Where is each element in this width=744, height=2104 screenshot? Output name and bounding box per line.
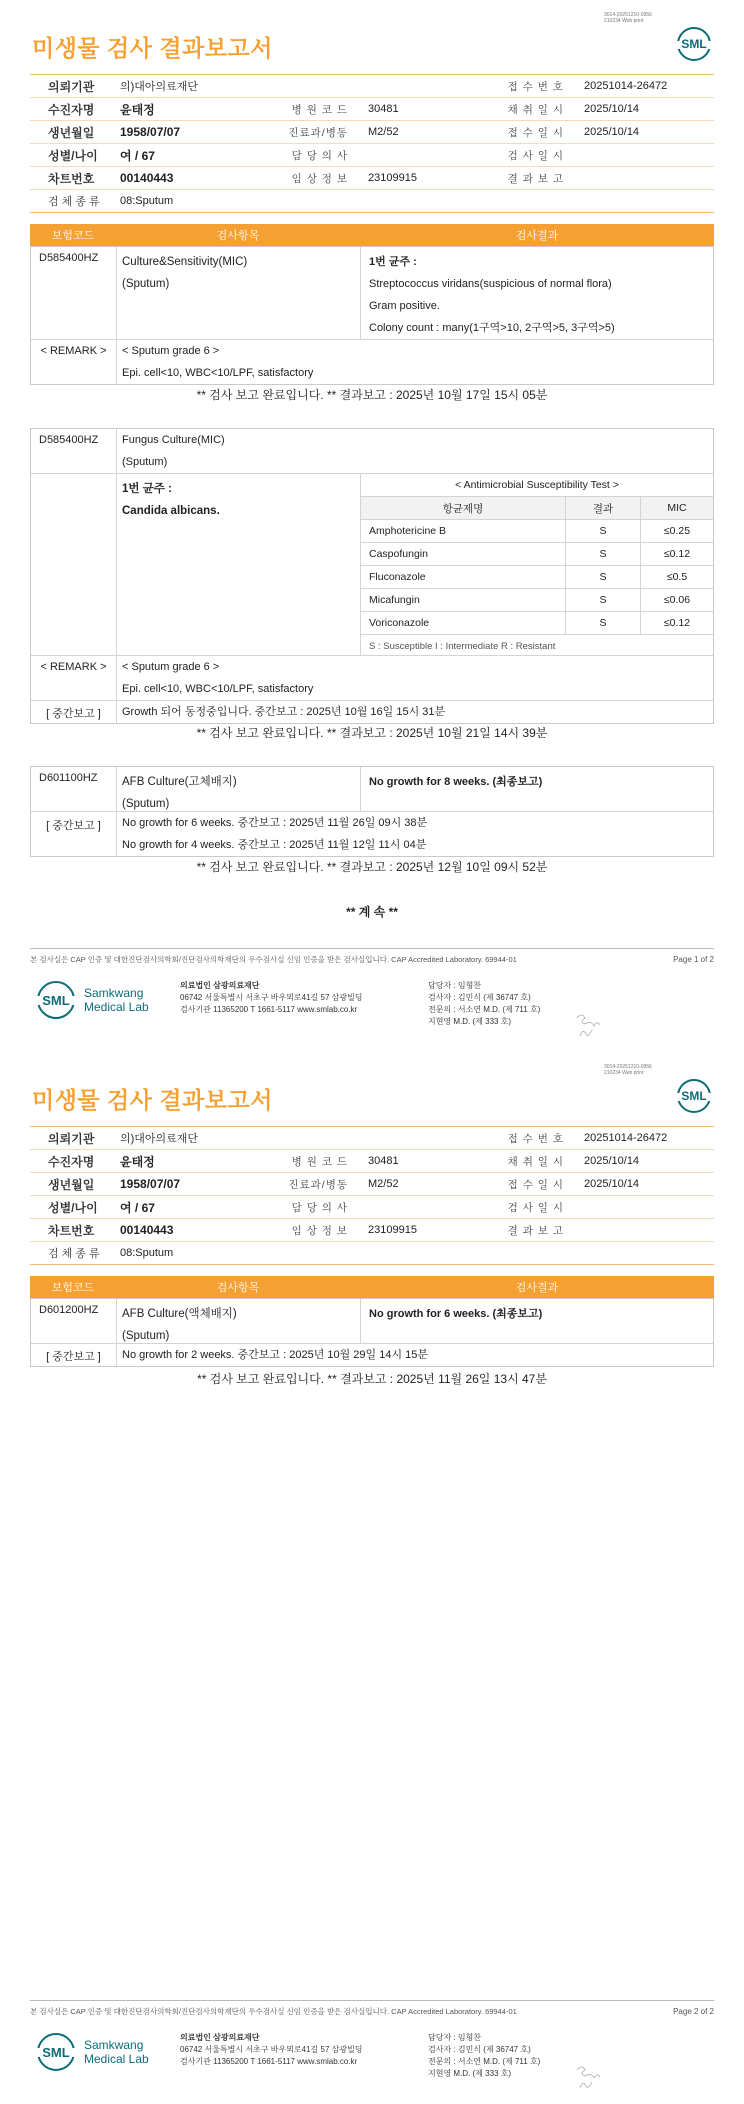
physician-signature [574,2062,604,2094]
strain-label: 1번 균주 : [122,483,172,495]
lab-staff: 담당자 : 임형찬 검사자 : 김민식 (제 36747 호) 전문의 : 서소연 M.D. (제 711 호) 지현영 M.D. (제 333 호) [428,981,541,1026]
label-receipt-no: 접 수 번 호 [507,80,564,93]
value-birth: 1958/07/07 [120,125,181,139]
label-receipt-date: 접 수 일 시 [507,126,564,139]
print-stamp: 3014-20251210-0956 210234 Web print [604,1064,652,1076]
table-row [31,767,713,812]
page-number: Page 2 of 2 [673,2007,714,2016]
cap-certification: 본 검사실은 CAP 인증 및 대한진단검사의학회/진단검사의학재단의 우수검사실 신임 인증을 받은 검사실입니다. CAP Accredited Laboratory. 69944-01 [30,955,517,964]
table-row [31,656,713,701]
label-specimen: 검 체 종 류 [48,196,100,208]
ast-header-drug: 항균제명 [361,497,566,520]
specimen: (Sputum) [122,456,168,468]
col-insurance-code: 보험코드 [51,230,95,242]
specimen: (Sputum) [122,278,170,290]
remark-cells: Epi. cell<10, WBC<10/LPF, satisfactory [122,683,314,695]
patient-info [30,74,714,213]
info-row [30,167,714,190]
value-chart-no: 00140443 [120,171,174,185]
info-row [30,144,714,167]
insurance-code: D601100HZ [31,767,117,811]
strain-label: 1번 균주 : [369,256,417,268]
info-row [30,98,714,121]
insurance-code: D585400HZ [31,247,117,339]
results-table-header [30,224,714,246]
lab-address: 의료법인 삼광의료재단 06742 서울특별시 서초구 바우뫼로41길 57 삼광빌딩 검사기관 11365200 T 1661-5117 www.smlab.co.kr [180,981,363,1014]
table-row [31,812,713,856]
label-department: 진료과/병동 [288,126,348,139]
table-row [31,247,713,340]
interim-report: No growth for 6 weeks. 중간보고 : 2025년 11월 26일 09시 38분 [122,817,428,829]
value-specimen: 08:Sputum [120,195,174,207]
table-row [31,1344,713,1366]
ast-row: Amphotericine B S ≤0.25 [361,520,713,543]
value-collect-date: 2025/10/14 [584,103,640,115]
remark-cells: Epi. cell<10, WBC<10/LPF, satisfactory [122,367,314,379]
report-complete: ** 검사 보고 완료입니다. ** 결과보고 : 2025년 12월 10일 09시 52분 [196,860,548,874]
ast-row: Fluconazole S ≤0.5 [361,566,713,589]
result-block-fungus [30,428,714,724]
physician-signature [574,1010,604,1042]
ast-row: Micafungin S ≤0.06 [361,589,713,612]
footer-divider [30,2000,714,2001]
value-patient-name: 윤태정 [120,102,155,117]
label-result-report: 결 과 보 고 [507,172,564,185]
col-test-item: 검사항목 [216,230,260,242]
report-title: 미생물 검사 결과보고서 [32,1087,273,1113]
ast-header-result: 결과 [566,497,641,520]
info-row: 차트번호 00140443 임 상 정 보 23109915 결 과 보 고 [30,1219,714,1242]
label-collect-date: 채 취 일 시 [507,103,564,116]
label-test-date: 검 사 일 시 [507,149,564,162]
specimen: (Sputum) [122,1330,170,1342]
svg-text:Samkwang: Samkwang [84,2038,144,2052]
table-row [31,340,713,384]
ast-header-mic: MIC [641,497,714,520]
info-row: 의뢰기관 의)대아의료재단 접 수 번 호 20251014-26472 [30,1127,714,1150]
continued-note: ** 계 속 ** [346,905,398,919]
final-result: No growth for 6 weeks. (최종보고) [369,1308,543,1320]
organism: Streptococcus viridans(suspicious of normal flora) [369,278,612,290]
lab-address: 의료법인 삼광의료재단 06742 서울특별시 서초구 바우뫼로41길 57 삼광빌딩 검사기관 11365200 T 1661-5117 www.smlab.co.kr [180,2033,363,2066]
colony-count: Colony count : many(1구역>10, 2구역>5, 3구역>5) [369,322,615,334]
value-department: M2/52 [368,126,399,138]
test-item: AFB Culture(액체배지) [122,1308,237,1320]
test-item: Fungus Culture(MIC) [122,434,225,446]
cap-certification: 본 검사실은 CAP 인증 및 대한진단검사의학회/진단검사의학재단의 우수검사실 신임 인증을 받은 검사실입니다. CAP Accredited Laboratory. 69944-01 [30,2007,517,2016]
remark-label: < REMARK > [31,656,117,700]
label-clinical-info: 임 상 정 보 [291,172,348,185]
table-row [31,429,713,474]
samkwang-logo [36,2032,160,2072]
page-number: Page 1 of 2 [673,955,714,964]
insurance-code: D585400HZ [31,429,117,473]
label-hospital-code: 병 원 코 드 [291,103,348,116]
interim-label: [ 중간보고 ] [31,1344,117,1366]
ast-row: Caspofungin S ≤0.12 [361,543,713,566]
value-sex-age: 여 / 67 [120,148,155,163]
interim-label: [ 중간보고 ] [31,812,117,856]
organism: Candida albicans. [122,505,220,517]
insurance-code: D601200HZ [31,1299,117,1343]
interim-report: No growth for 2 weeks. 중간보고 : 2025년 10월 29일 14시 15분 [122,1349,428,1361]
lab-staff: 담당자 : 임형찬 검사자 : 김민식 (제 36747 호) 전문의 : 서소연 M.D. (제 711 호) 지현영 M.D. (제 333 호) [428,2033,541,2078]
value-receipt-date: 2025/10/14 [584,126,640,138]
label-birth: 생년월일 [48,125,95,140]
value-clinical-info: 23109915 [368,172,417,184]
svg-text:Medical Lab: Medical Lab [84,1000,149,1014]
ast-table [361,474,713,657]
print-stamp: 3014-20251210-0956 210234 Web print [604,12,652,24]
result-block-afb-liquid [30,1298,714,1367]
value-receipt-no: 20251014-26472 [584,80,668,92]
info-row [30,121,714,144]
result-block-culture [30,246,714,385]
report-complete: ** 검사 보고 완료입니다. ** 결과보고 : 2025년 11월 26일 13시 47분 [197,1372,547,1386]
info-row: 수진자명 윤태정 병 원 코 드 30481 채 취 일 시 2025/10/14 [30,1150,714,1173]
lab-org-name: 의료법인 삼광의료재단 [180,2033,260,2042]
info-row [30,75,714,98]
lab-org-name: 의료법인 삼광의료재단 [180,981,260,990]
label-requester: 의뢰기관 [48,79,95,94]
report-page-2 [0,1052,744,2104]
svg-text:SML: SML [681,37,707,51]
interim-label: [ 중간보고 ] [31,701,117,723]
table-row [31,701,713,723]
label-doctor: 담 당 의 사 [291,149,348,162]
table-row [31,474,713,656]
ast-legend: S : Susceptible I : Intermediate R : Resistant [369,640,556,652]
label-sex-age: 성별/나이 [48,148,98,163]
sml-logo [676,1078,712,1114]
svg-text:SML: SML [42,993,70,1008]
value-requester: 의)대아의료재단 [120,81,199,93]
specimen: (Sputum) [122,798,170,810]
ast-row: Voriconazole S ≤0.12 [361,612,713,635]
report-complete: ** 검사 보고 완료입니다. ** 결과보고 : 2025년 10월 17일 15시 05분 [196,388,548,402]
ast-panel [361,474,713,655]
ast-title: < Antimicrobial Susceptibility Test > [361,474,713,497]
report-complete: ** 검사 보고 완료입니다. ** 결과보고 : 2025년 10월 21일 14시 39분 [196,726,548,740]
svg-text:SML: SML [681,1089,707,1103]
info-row: 생년월일 1958/07/07 진료과/병동 M2/52 접 수 일 시 2025/10/14 [30,1173,714,1196]
sml-logo [676,26,712,62]
remark-label: < REMARK > [31,340,117,384]
interim-report: No growth for 4 weeks. 중간보고 : 2025년 11월 12일 11시 04분 [122,839,427,851]
test-item: AFB Culture(고체배지) [122,776,237,788]
remark-grade: < Sputum grade 6 > [122,345,220,357]
svg-text:SML: SML [42,2045,70,2060]
test-item: Culture&Sensitivity(MIC) [122,256,248,268]
patient-info [30,1126,714,1265]
info-row: 검 체 종 류 08:Sputum [30,1242,714,1265]
results-table-header: 보험코드 검사항목 검사결과 [30,1276,714,1298]
col-test-result: 검사결과 [515,230,559,242]
result-block-afb-solid [30,766,714,857]
gram-stain: Gram positive. [369,300,440,312]
label-patient-name: 수진자명 [48,102,95,117]
value-hospital-code: 30481 [368,103,399,115]
final-result: No growth for 8 weeks. (최종보고) [369,776,543,788]
samkwang-logo [36,980,160,1020]
info-row [30,190,714,213]
label-chart-no: 차트번호 [48,171,95,186]
svg-text:Medical Lab: Medical Lab [84,2052,149,2066]
footer-divider [30,948,714,949]
interim-report: Growth 되어 동정중입니다. 중간보고 : 2025년 10월 16일 15시 31분 [122,706,446,718]
table-row [31,1299,713,1344]
info-row: 성별/나이 여 / 67 담 당 의 사 검 사 일 시 [30,1196,714,1219]
remark-grade: < Sputum grade 6 > [122,661,220,673]
svg-text:Samkwang: Samkwang [84,986,144,1000]
report-title: 미생물 검사 결과보고서 [32,35,273,61]
